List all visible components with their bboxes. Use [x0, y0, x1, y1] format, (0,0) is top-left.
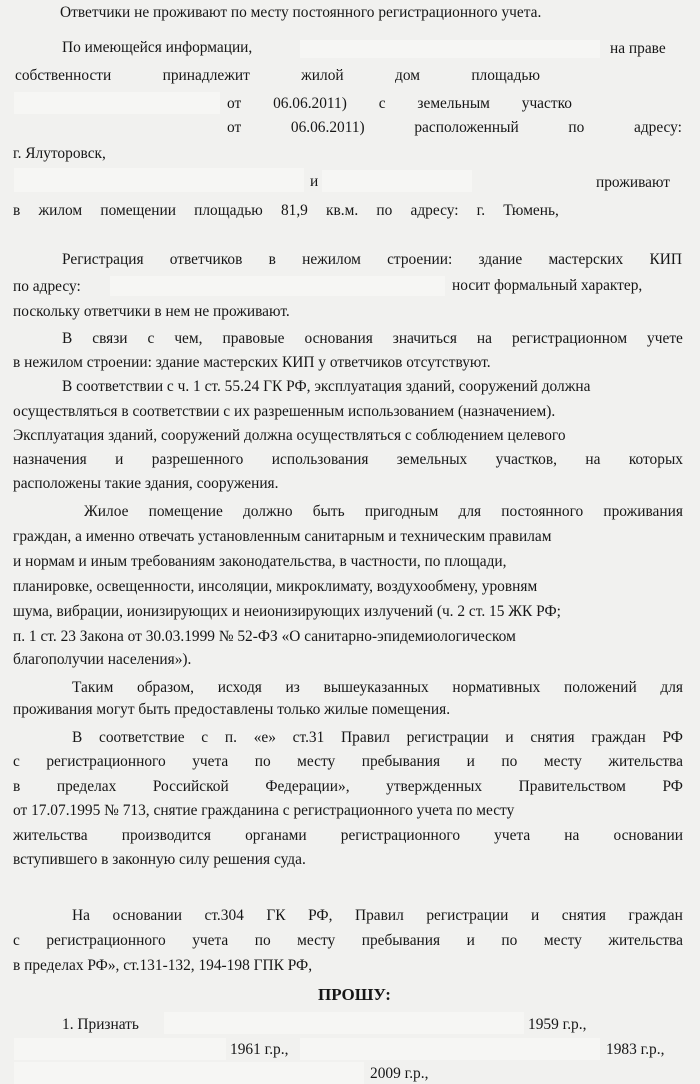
text-line: На основании ст.304 ГК РФ, Правил регистрации и снятия граждан [72, 907, 683, 924]
text-line: шума, вибрации, ионизирующих и неионизирующих излучений (ч. 2 ст. 15 ЖК РФ; [13, 603, 561, 620]
text-line: и нормам и иным требованиям законодательства, в частности, по площади, [13, 553, 507, 570]
text-line: от 17.07.1995 № 713, снятие гражданина с регистрационного учета по месту [13, 802, 515, 819]
text-line: В соответствие с п. «е» ст.31 Правил регистрации и снятия граждан РФ [72, 729, 683, 746]
text-line: осуществляться в соответствии с их разрешенным использованием (назначением). [13, 403, 556, 420]
text-line: В соответствии с ч. 1 ст. 55.24 ГК РФ, эксплуатация зданий, сооружений должна [62, 378, 591, 395]
text-line: по адресу: [13, 278, 81, 295]
text-line: Ответчики не проживают по месту постоянного регистрационного учета. [60, 4, 542, 21]
text-line: поскольку ответчики в нем не проживают. [13, 303, 290, 320]
redaction [300, 40, 600, 58]
text-line: в нежилом строении: здание мастерских КИП у ответчиков отсутствуют. [13, 354, 491, 371]
text-line: 1. Признать [62, 1016, 139, 1033]
text-line: и [310, 173, 319, 190]
text-line: 2009 г.р., [370, 1065, 429, 1082]
text-line: граждан, а именно отвечать установленным санитарным и техническим правилам [13, 528, 552, 545]
text-line: с регистрационного учета по месту пребывания и по месту жительства [13, 753, 683, 770]
text-line: п. 1 ст. 23 Закона от 30.03.1999 № 52-ФЗ «О санитарно-эпидемиологическом [13, 628, 516, 645]
redaction [14, 1062, 364, 1084]
text-line: Эксплуатация зданий, сооружений должна осуществляться с соблюдением целевого [13, 427, 566, 444]
text-line: в жилом помещении площадью 81,9 кв.м. по адресу: г. Тюмень, [13, 202, 559, 219]
text-line: носит формальный характер, [452, 277, 643, 294]
redaction [300, 1038, 600, 1060]
text-line: на праве [610, 40, 666, 57]
text-line: жительства производится органами регистрационного учета на основании [13, 827, 683, 844]
text-line: Регистрация ответчиков в нежилом строении: здание мастерских КИП [62, 251, 682, 268]
redaction [14, 168, 304, 192]
text-line: вступившего в законную силу решения суда. [13, 851, 306, 868]
text-line: от 06.06.2011) с земельным участко [227, 95, 572, 112]
text-line: В связи с чем, правовые основания значиться на регистрационном учете [62, 330, 683, 347]
text-line: собственности принадлежит жилой дом площадью [15, 67, 540, 84]
redaction [110, 276, 445, 296]
text-line: в пределах Российской Федерации», утвержденных Правительством РФ [13, 778, 683, 795]
text-line: проживают [596, 174, 671, 191]
text-line: благополучии населения»). [13, 651, 192, 668]
request-heading: ПРОШУ: [318, 985, 391, 1004]
redaction [164, 1012, 524, 1034]
text-line: Таким образом, исходя из вышеуказанных нормативных положений для [72, 679, 683, 696]
text-line: назначения и разрешенного использования земельных участков, на которых [13, 451, 683, 468]
redaction [14, 92, 220, 114]
text-line: с регистрационного учета по месту пребывания и по месту жительства [13, 932, 683, 949]
text-line: в пределах РФ», ст.131-132, 194-198 ГПК РФ, [13, 957, 313, 974]
text-line: от 06.06.2011) расположенный по адресу: [227, 119, 682, 136]
text-line: планировке, освещенности, инсоляции, микроклимату, воздухообмену, уровням [13, 578, 538, 595]
text-line: проживания могут быть предоставлены только жилые помещения. [13, 701, 451, 718]
text-line: расположены такие здания, сооружения. [13, 475, 279, 492]
text-line: По имеющейся информации, [62, 39, 253, 56]
redaction [14, 1038, 226, 1060]
text-line: Жилое помещение должно быть пригодным для постоянного проживания [84, 503, 683, 520]
text-line: г. Ялуторовск, [13, 145, 106, 162]
text-line: 1961 г.р., [230, 1041, 289, 1058]
redaction [322, 170, 472, 192]
text-line: 1959 г.р., [528, 1016, 587, 1033]
text-line: 1983 г.р., [606, 1041, 665, 1058]
